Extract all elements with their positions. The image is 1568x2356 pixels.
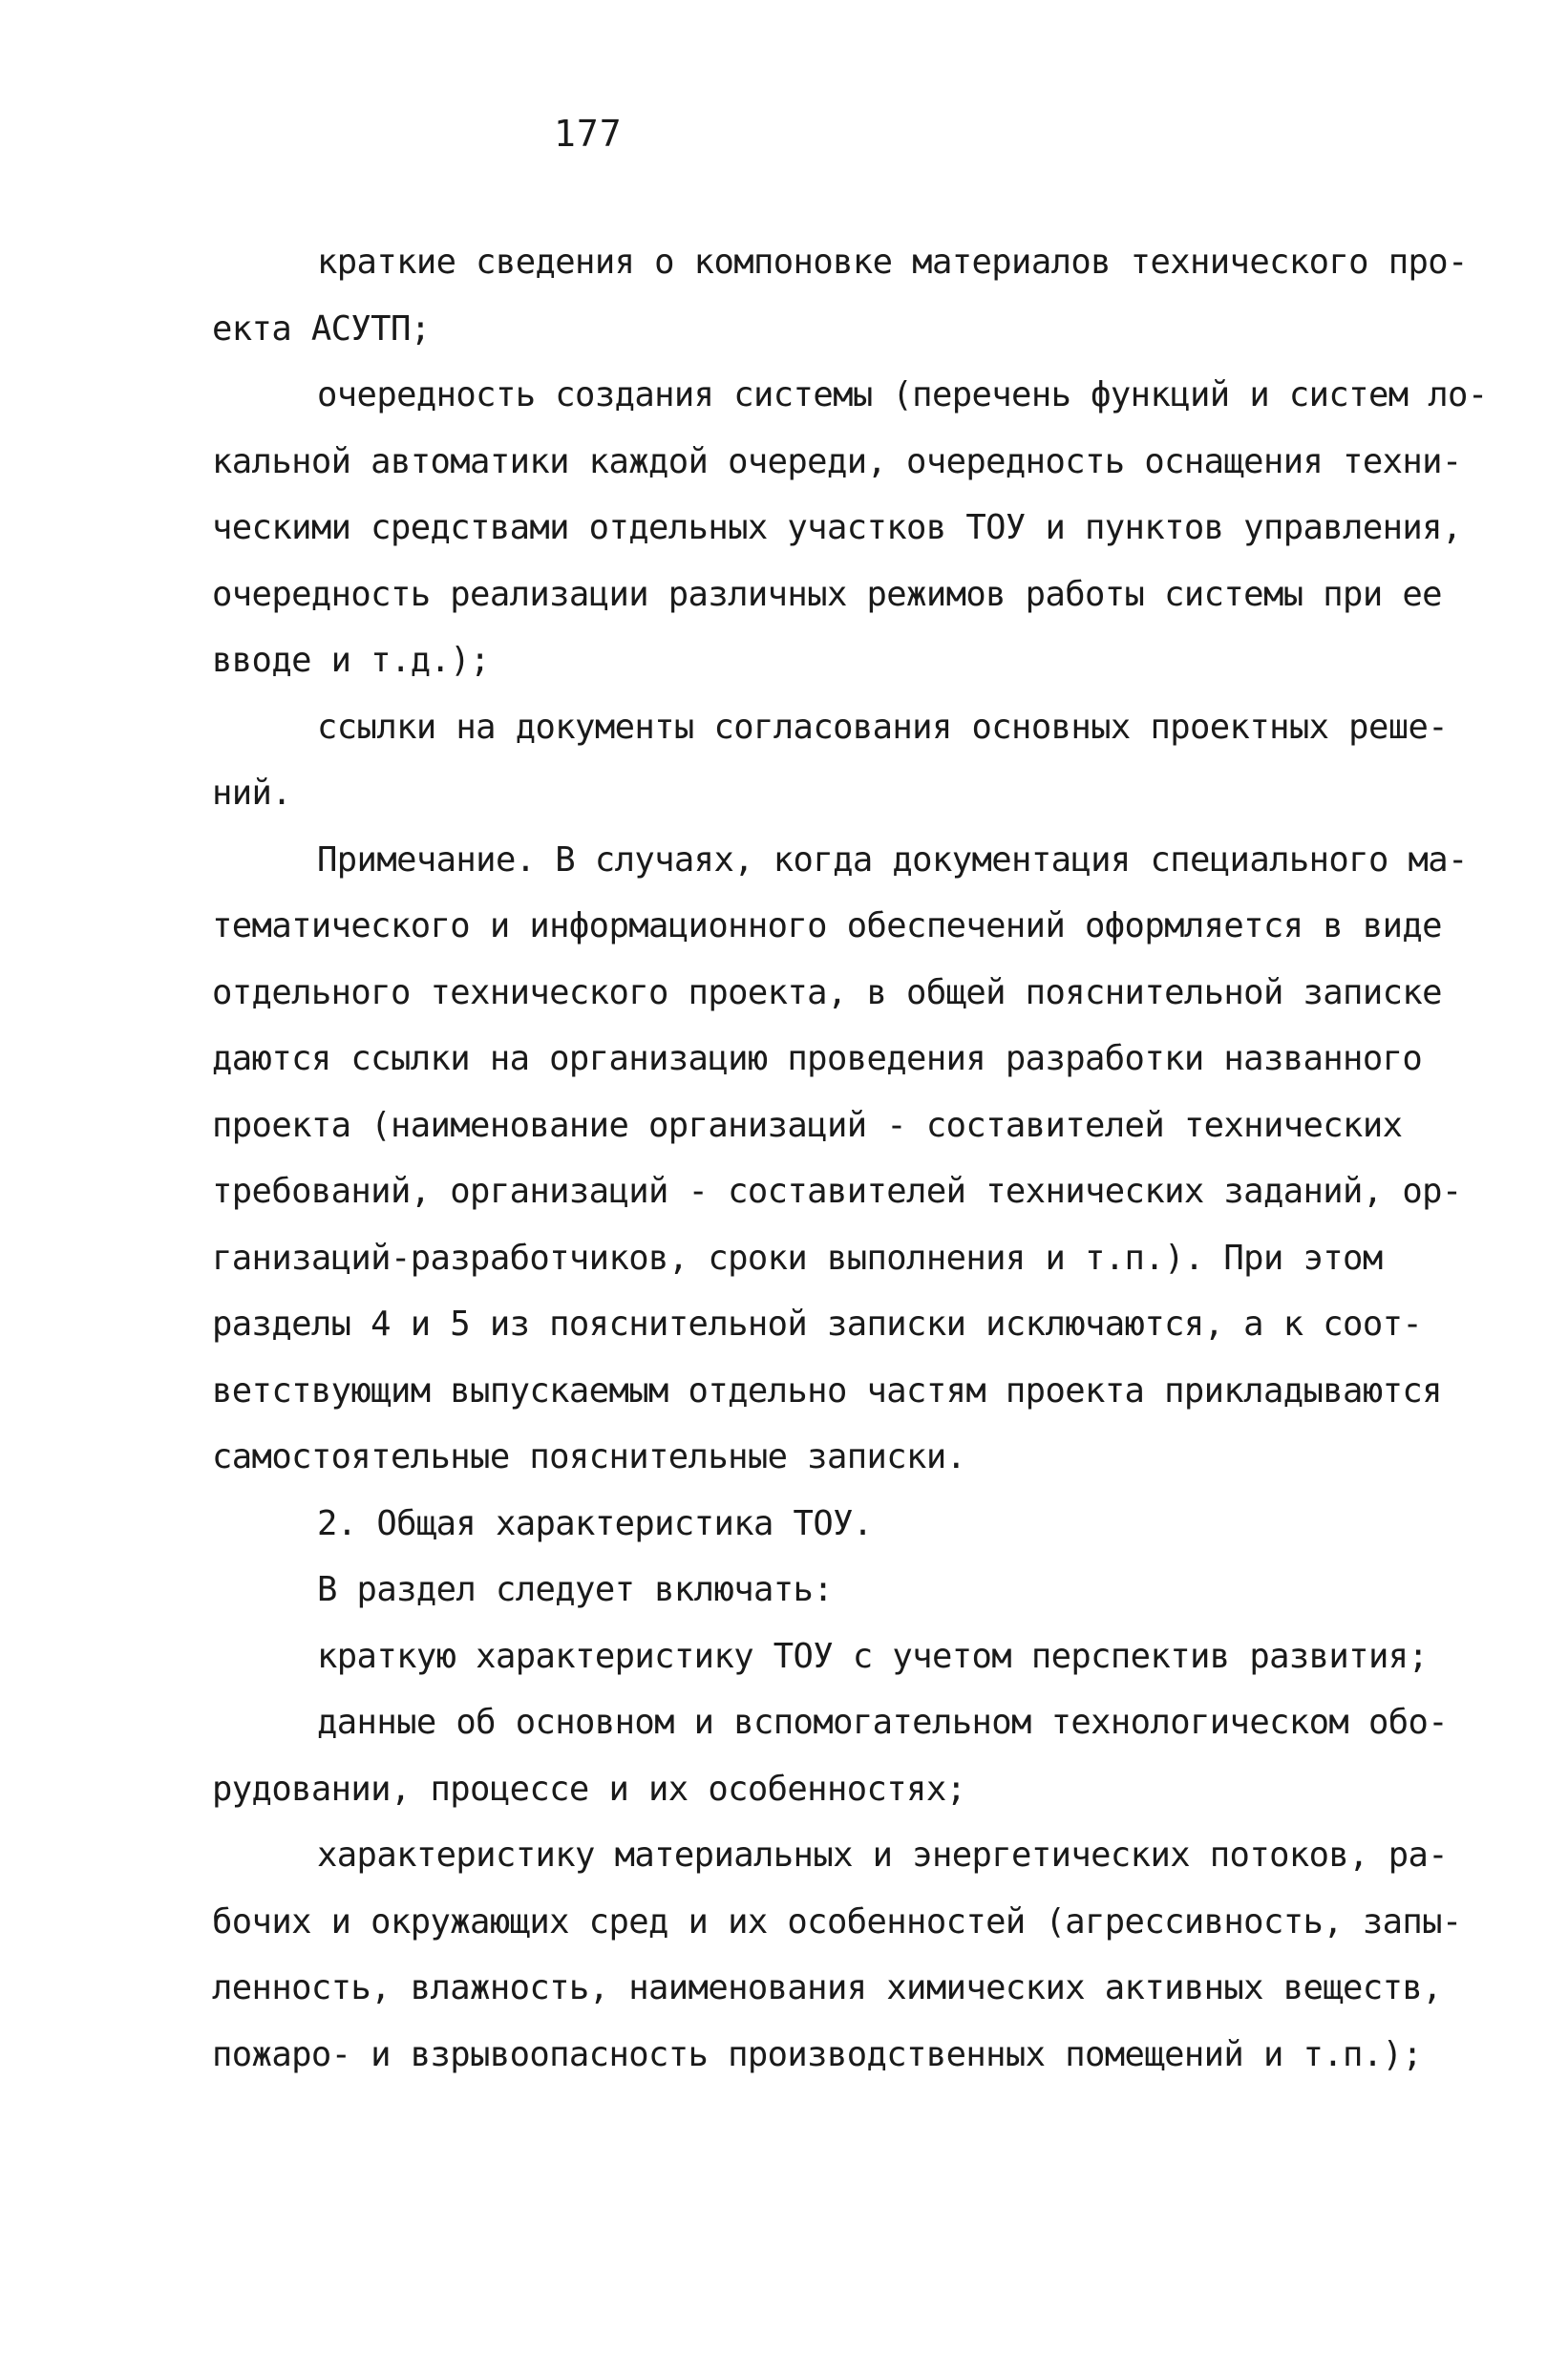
text-line: очередность создания системы (перечень функций и систем ло- <box>317 375 1488 414</box>
text-line: даются ссылки на организацию проведения разработки названного <box>212 1039 1423 1078</box>
text-line: тематического и информационного обеспечений оформляется в виде <box>212 906 1442 945</box>
page-number: 177 <box>554 113 623 155</box>
text-line: требований, организаций - составителей технических заданий, ор- <box>212 1172 1462 1211</box>
text-line: ветствующим выпускаемым отдельно частям проекта прикладываются <box>212 1370 1442 1411</box>
text-line: екта АСУТП; <box>212 308 431 349</box>
body-text <box>107 229 1488 2088</box>
text-line: ленность, влажность, наименования химических активных веществ, <box>212 1968 1442 2007</box>
text-line: ний. <box>212 774 292 813</box>
paragraph-approval-references <box>107 694 1449 827</box>
text-line: ссылки на документы согласования основных проектных реше- <box>317 707 1449 747</box>
text-line: проекта (наименование организаций - составителей технических <box>212 1105 1403 1145</box>
paragraph-flow-characteristics <box>107 1822 1462 2088</box>
text-line: пожаро- и взрывоопасность производственных помещений и т.п.); <box>212 2034 1423 2074</box>
text-line: кальной автоматики каждой очереди, очередность оснащения техни- <box>212 441 1462 481</box>
text-line: отдельного технического проекта, в общей пояснительной записке <box>212 972 1442 1012</box>
text-line: характеристику материальных и энергетических потоков, ра- <box>317 1836 1449 1875</box>
paragraph-section-intro <box>107 1557 1434 1624</box>
text-line: данные об основном и вспомогательном технологическом обо- <box>317 1703 1449 1742</box>
text-line: 2. Общая характеристика ТОУ. <box>317 1503 873 1543</box>
section-heading <box>107 1491 1434 1558</box>
text-line: рудовании, процессе и их особенностях; <box>212 1769 966 1809</box>
paragraph-brief-characteristics <box>107 1624 1434 1690</box>
text-line: В раздел следует включать: <box>317 1570 834 1609</box>
text-line: краткую характеристику ТОУ с учетом перспектив развития; <box>317 1636 1429 1676</box>
text-line: ганизаций-разработчиков, сроки выполнения и т.п.). При этом <box>212 1238 1383 1278</box>
paragraph-equipment-data <box>107 1689 1449 1822</box>
paragraph-layout-summary <box>107 229 1468 362</box>
text-line: вводе и т.д.); <box>212 641 490 680</box>
paragraph-note <box>107 827 1468 1491</box>
paragraph-system-creation-order <box>107 362 1488 694</box>
text-line: самостоятельные пояснительные записки. <box>212 1437 966 1476</box>
text-line: разделы 4 и 5 из пояснительной записки исключаются, а к соот- <box>212 1305 1423 1344</box>
text-line: ческими средствами отдельных участков ТОУ и пунктов управления, <box>212 508 1462 547</box>
text-line: краткие сведения о компоновке материалов технического про- <box>317 243 1468 282</box>
text-line: очередность реализации различных режимов работы системы при ее <box>212 574 1442 614</box>
text-line: бочих и окружающих сред и их особенностей (агрессивность, запы- <box>212 1901 1462 1942</box>
text-line: Примечание. В случаях, когда документация специального ма- <box>317 839 1468 880</box>
